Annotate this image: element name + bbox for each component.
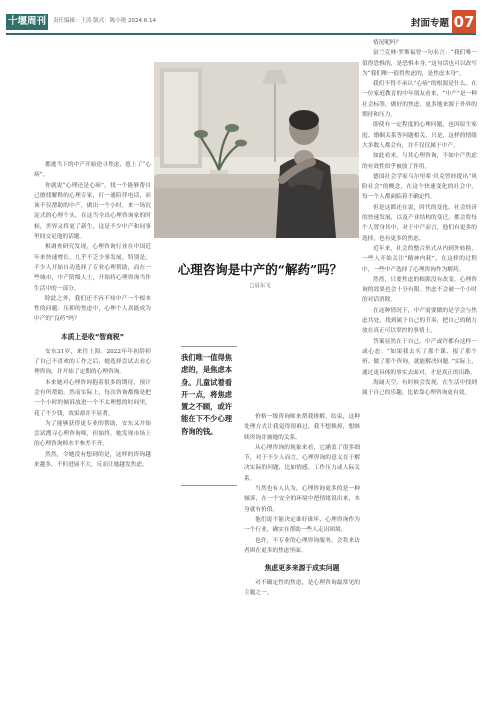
- page-header: [0, 0, 484, 34]
- paragraph: 本来她对心理咨询抱着很多的期待，预计会有所帮助。然而实际上，每次咨询都像是把一个小时的倾诉放进一个不太理想的时间里，花了不少钱，效果却并不显著。: [34, 379, 151, 417]
- paragraph: 价格一级咨询师来帮我排解，结束，这种处理方式让我觉得很难过，我不想换掉，想继续咨询并被她的关系。: [244, 414, 360, 441]
- paragraph: 然然，令她没有想到的是，这样的咨询越来越多，不但进展不大，反而让她越发焦虑。: [34, 451, 151, 469]
- paragraph: 但是这都还在说，时代的变化，社会经济的快速发展，以及产业结构的变迁，都会将每个人置身其中，对于中产而言，他们有更多的选择，也有更多的焦虑。: [362, 204, 477, 242]
- pullquote-bottom-rule: [181, 485, 237, 486]
- paragraph: 近年来，社会的整合形式从内到外转换，一些人开始关注“精神内耗”。在这样的过程中，一些中产选择了心理咨询作为解药。: [362, 245, 477, 273]
- article-column-middle: [244, 412, 360, 700]
- subheading: 本质上是收“智商税”: [60, 332, 125, 341]
- page-number: 07: [452, 10, 476, 34]
- paragraph: 然然，只要焦虑的根源没有改变，心理咨询的效果也会十分有限。焦虑不会被一个小时的对话消除。: [362, 276, 477, 304]
- paragraph: 在这种情况下，中产需要做的是学会与焦虑共处，找到属于自己的节奏，把自己的精力放在真正可以掌控的事情上。: [362, 307, 477, 335]
- paragraph: 对不确定性的焦虑，是心理咨询最常见的主题之一。: [244, 580, 360, 597]
- byline: □晨东飞: [249, 283, 271, 289]
- paragraph: 安东31岁，来往上海。2022年年初辞掉了自己不喜欢的工作之后，她选择尝试去看心理咨询，并开始了定期的心理咨询。: [34, 348, 151, 376]
- section-title: 封面专题: [411, 18, 450, 29]
- paragraph: 情况呢吗？: [373, 40, 402, 46]
- paragraph: 富兰克林·罗斯福曾一句名言：“我们唯一值得恐惧的，是恐惧本身。”这句话也可以改写为“我们唯一值得焦虑的，是焦虑本身”。: [362, 50, 477, 77]
- paragraph: 为了能够获得更专业的帮助，安东又开始尝试搜寻心理咨询师，但始终，她发现市场上的心理咨询师水平参差不齐。: [34, 420, 151, 448]
- paragraph: 当然也有人认为，心理咨询更多的是一种倾诉，在一个安全的环境中把情绪说出来，本身就有价值。: [244, 486, 360, 513]
- article-photo: [154, 62, 359, 238]
- photo-man-on-couch-image: [154, 62, 359, 238]
- paragraph: 德国社会学家乌尔里希·贝克曾经提出“风险社会”的概念，在这个快速变化的社会中，每一个人都面临着不确定性。: [362, 173, 477, 201]
- paragraph: 你就说“心理还是心病”，找一个能够帮自己擦找解释的心理专家，打一通陪伴电话，而该不仅帮助的中产，做出一个小时，来一场沉淀式的心理个头，在这当全出心理咨询家的时候，世界又将更了新生，这是不少中产和同事里间交足他的话题。: [34, 182, 151, 241]
- article-column-left: [34, 160, 151, 700]
- header-divider: [6, 33, 476, 35]
- editor-credits: 责任编辑：王涛 版式：陈小艳 2024.6.14: [53, 18, 156, 24]
- pullquote-top-rule: [181, 346, 237, 347]
- article-title: 心理咨询是中产的“解药”吗？: [177, 262, 343, 277]
- paragraph: 从心理咨询的现象来看，它涵盖了很多细节，对于不少人而言，心理咨询的意义在于解决实际的问题，比如情感、工作压力或人际关系。: [244, 444, 360, 482]
- paragraph: 答案显然在于自己。中产或许都有这样一或心态：“如果我去买了那个课、报了那个班、做了那个咨询，就能解决问题。”实际上，通过更具体的事实去面对，才是真正的出路。: [362, 338, 477, 376]
- pullquote: 我们唯一值得焦虑的，是焦虑本身。儿童试着看开一点，将焦虑置之不顾，或许能在下不少心理咨询的钱。: [181, 353, 233, 436]
- paragraph: 都逃当下的中产开始逆寻焦虑，患上了“心病”。: [34, 162, 151, 179]
- paragraph: 海阔天空，有时候会发现，在生活中找到属于自己的乐趣，比依靠心理咨询更有效。: [362, 379, 477, 397]
- subheading: 焦虑更多来源于成实问题: [264, 564, 340, 573]
- masthead: 十堰周刊: [6, 14, 48, 30]
- paragraph: 我们不得不承认“心病”的根源是什么。在一位家庭教育的中年朋友看来，“中产”是一种社会标签，做好的焦虑，更多地来源于外界的期待和压力。: [362, 81, 477, 119]
- article-column-right: [362, 38, 477, 700]
- paragraph: 也许，不专业的心理咨询服务，会将来访者困在更多的焦虑里面。: [244, 537, 360, 554]
- paragraph: 如此看来，与其心理咨询，不如中产焦虑的有效性似乎被放了作用。: [362, 153, 477, 170]
- paragraph: 根调查研究发现，心理咨询行业在中国近年来快速增长，几乎不乏少事发展，特别是，不少人开始自动选择了专业心理帮助，而在一些城市，中产阶级人士，开始将心理咨询当作生活中的一部分。: [34, 244, 151, 292]
- paragraph: 除此之外，我们还不容不知中产一个根本性的问题：压抑的焦虑中，心理个人真能成为中产的“良药”吗？: [34, 295, 151, 323]
- paragraph: 他们说不能决定谁好谁坏，心理咨询作为一个行业，确实在帮助一些人走出困境。: [244, 516, 360, 534]
- paragraph: 即使有一定程度的心理问题，也因原生家庭、婚姻关系等问题相关，只是，这样的情绪大多数人都会有，并不仅仅属于中产。: [362, 122, 477, 149]
